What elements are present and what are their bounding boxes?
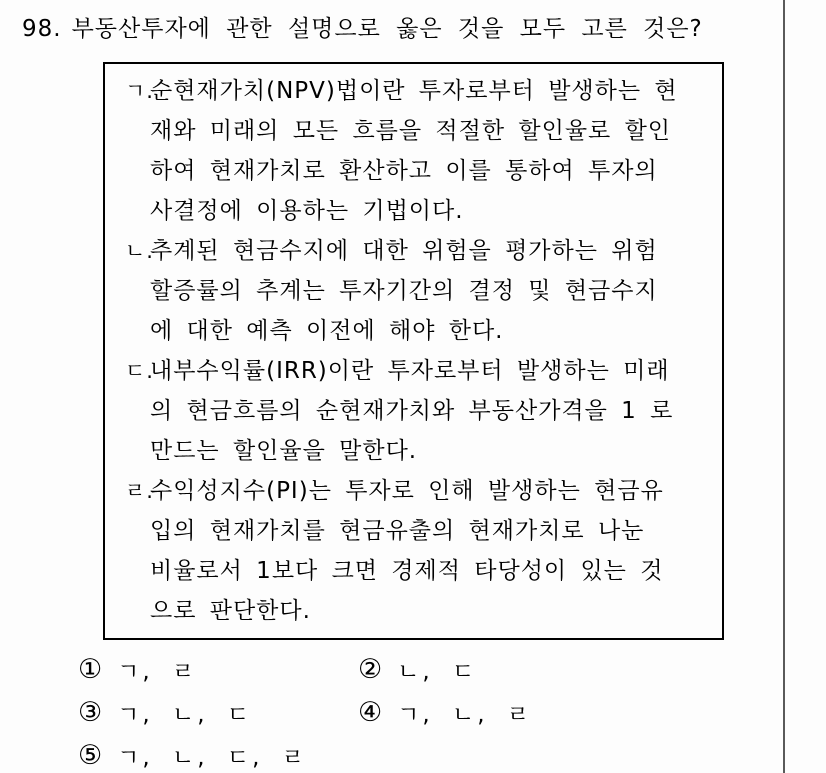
option-row bbox=[78, 734, 758, 773]
option-4-text: ㄱ, ㄴ, ㄹ bbox=[397, 702, 533, 728]
item-line: 으로 판단한다. bbox=[150, 598, 311, 624]
item-line: 비율로서 1보다 크면 경제적 타당성이 있는 것 bbox=[150, 558, 664, 584]
statement-item-g bbox=[125, 71, 710, 231]
option-2-number: ② bbox=[358, 653, 383, 685]
option-3-text: ㄱ, ㄴ, ㄷ bbox=[117, 702, 253, 728]
item-marker: ㄴ. bbox=[125, 239, 154, 263]
answer-options bbox=[78, 648, 758, 773]
option-3-number: ③ bbox=[78, 696, 103, 728]
option-1 bbox=[78, 653, 358, 686]
column-divider bbox=[783, 0, 785, 773]
option-5 bbox=[78, 739, 358, 772]
item-line: 순현재가치(NPV)법이란 투자로부터 발생하는 현 bbox=[150, 78, 678, 104]
statement-item-r bbox=[125, 471, 710, 631]
statement-box bbox=[103, 62, 724, 640]
item-line: 의 현금흐름의 순현재가치와 부동산가격을 1 로 bbox=[150, 398, 674, 424]
option-1-text: ㄱ, ㄹ bbox=[117, 659, 198, 685]
option-1-number: ① bbox=[78, 653, 103, 685]
statement-item-n bbox=[125, 231, 710, 351]
item-line: 재와 미래의 모든 흐름을 적절한 할인율로 할인 bbox=[150, 118, 672, 144]
item-marker: ㄱ. bbox=[125, 79, 154, 103]
question-header bbox=[22, 14, 782, 44]
question-text: 부동산투자에 관한 설명으로 옳은 것을 모두 고른 것은? bbox=[71, 16, 703, 42]
item-line: 사결정에 이용하는 기법이다. bbox=[150, 198, 464, 224]
option-5-number: ⑤ bbox=[78, 739, 103, 771]
item-line: 입의 현재가치를 현금유출의 현재가치로 나눈 bbox=[150, 518, 645, 544]
item-line: 하여 현재가치로 환산하고 이를 통하여 투자의 bbox=[150, 158, 658, 184]
option-row bbox=[78, 691, 758, 734]
item-line: 할증률의 추계는 투자기간의 결정 및 현금수지 bbox=[150, 278, 658, 304]
item-line: 수익성지수(PI)는 투자로 인해 발생하는 현금유 bbox=[150, 478, 664, 504]
question-number: 98. bbox=[22, 16, 62, 42]
option-5-text: ㄱ, ㄴ, ㄷ, ㄹ bbox=[117, 745, 307, 771]
item-line: 만드는 할인율을 말한다. bbox=[150, 438, 418, 464]
option-2-text: ㄴ, ㄷ bbox=[397, 659, 478, 685]
item-line: 추계된 현금수지에 대한 위험을 평가하는 위험 bbox=[150, 238, 658, 264]
item-marker: ㄹ. bbox=[125, 479, 154, 503]
item-line: 에 대한 예측 이전에 해야 한다. bbox=[150, 318, 504, 344]
item-line: 내부수익률(IRR)이란 투자로부터 발생하는 미래 bbox=[150, 358, 670, 384]
option-2 bbox=[358, 653, 678, 686]
option-3 bbox=[78, 696, 358, 729]
item-marker: ㄷ. bbox=[125, 359, 154, 383]
option-4-number: ④ bbox=[358, 696, 383, 728]
statement-item-d bbox=[125, 351, 710, 471]
option-row bbox=[78, 648, 758, 691]
option-4 bbox=[358, 696, 678, 729]
